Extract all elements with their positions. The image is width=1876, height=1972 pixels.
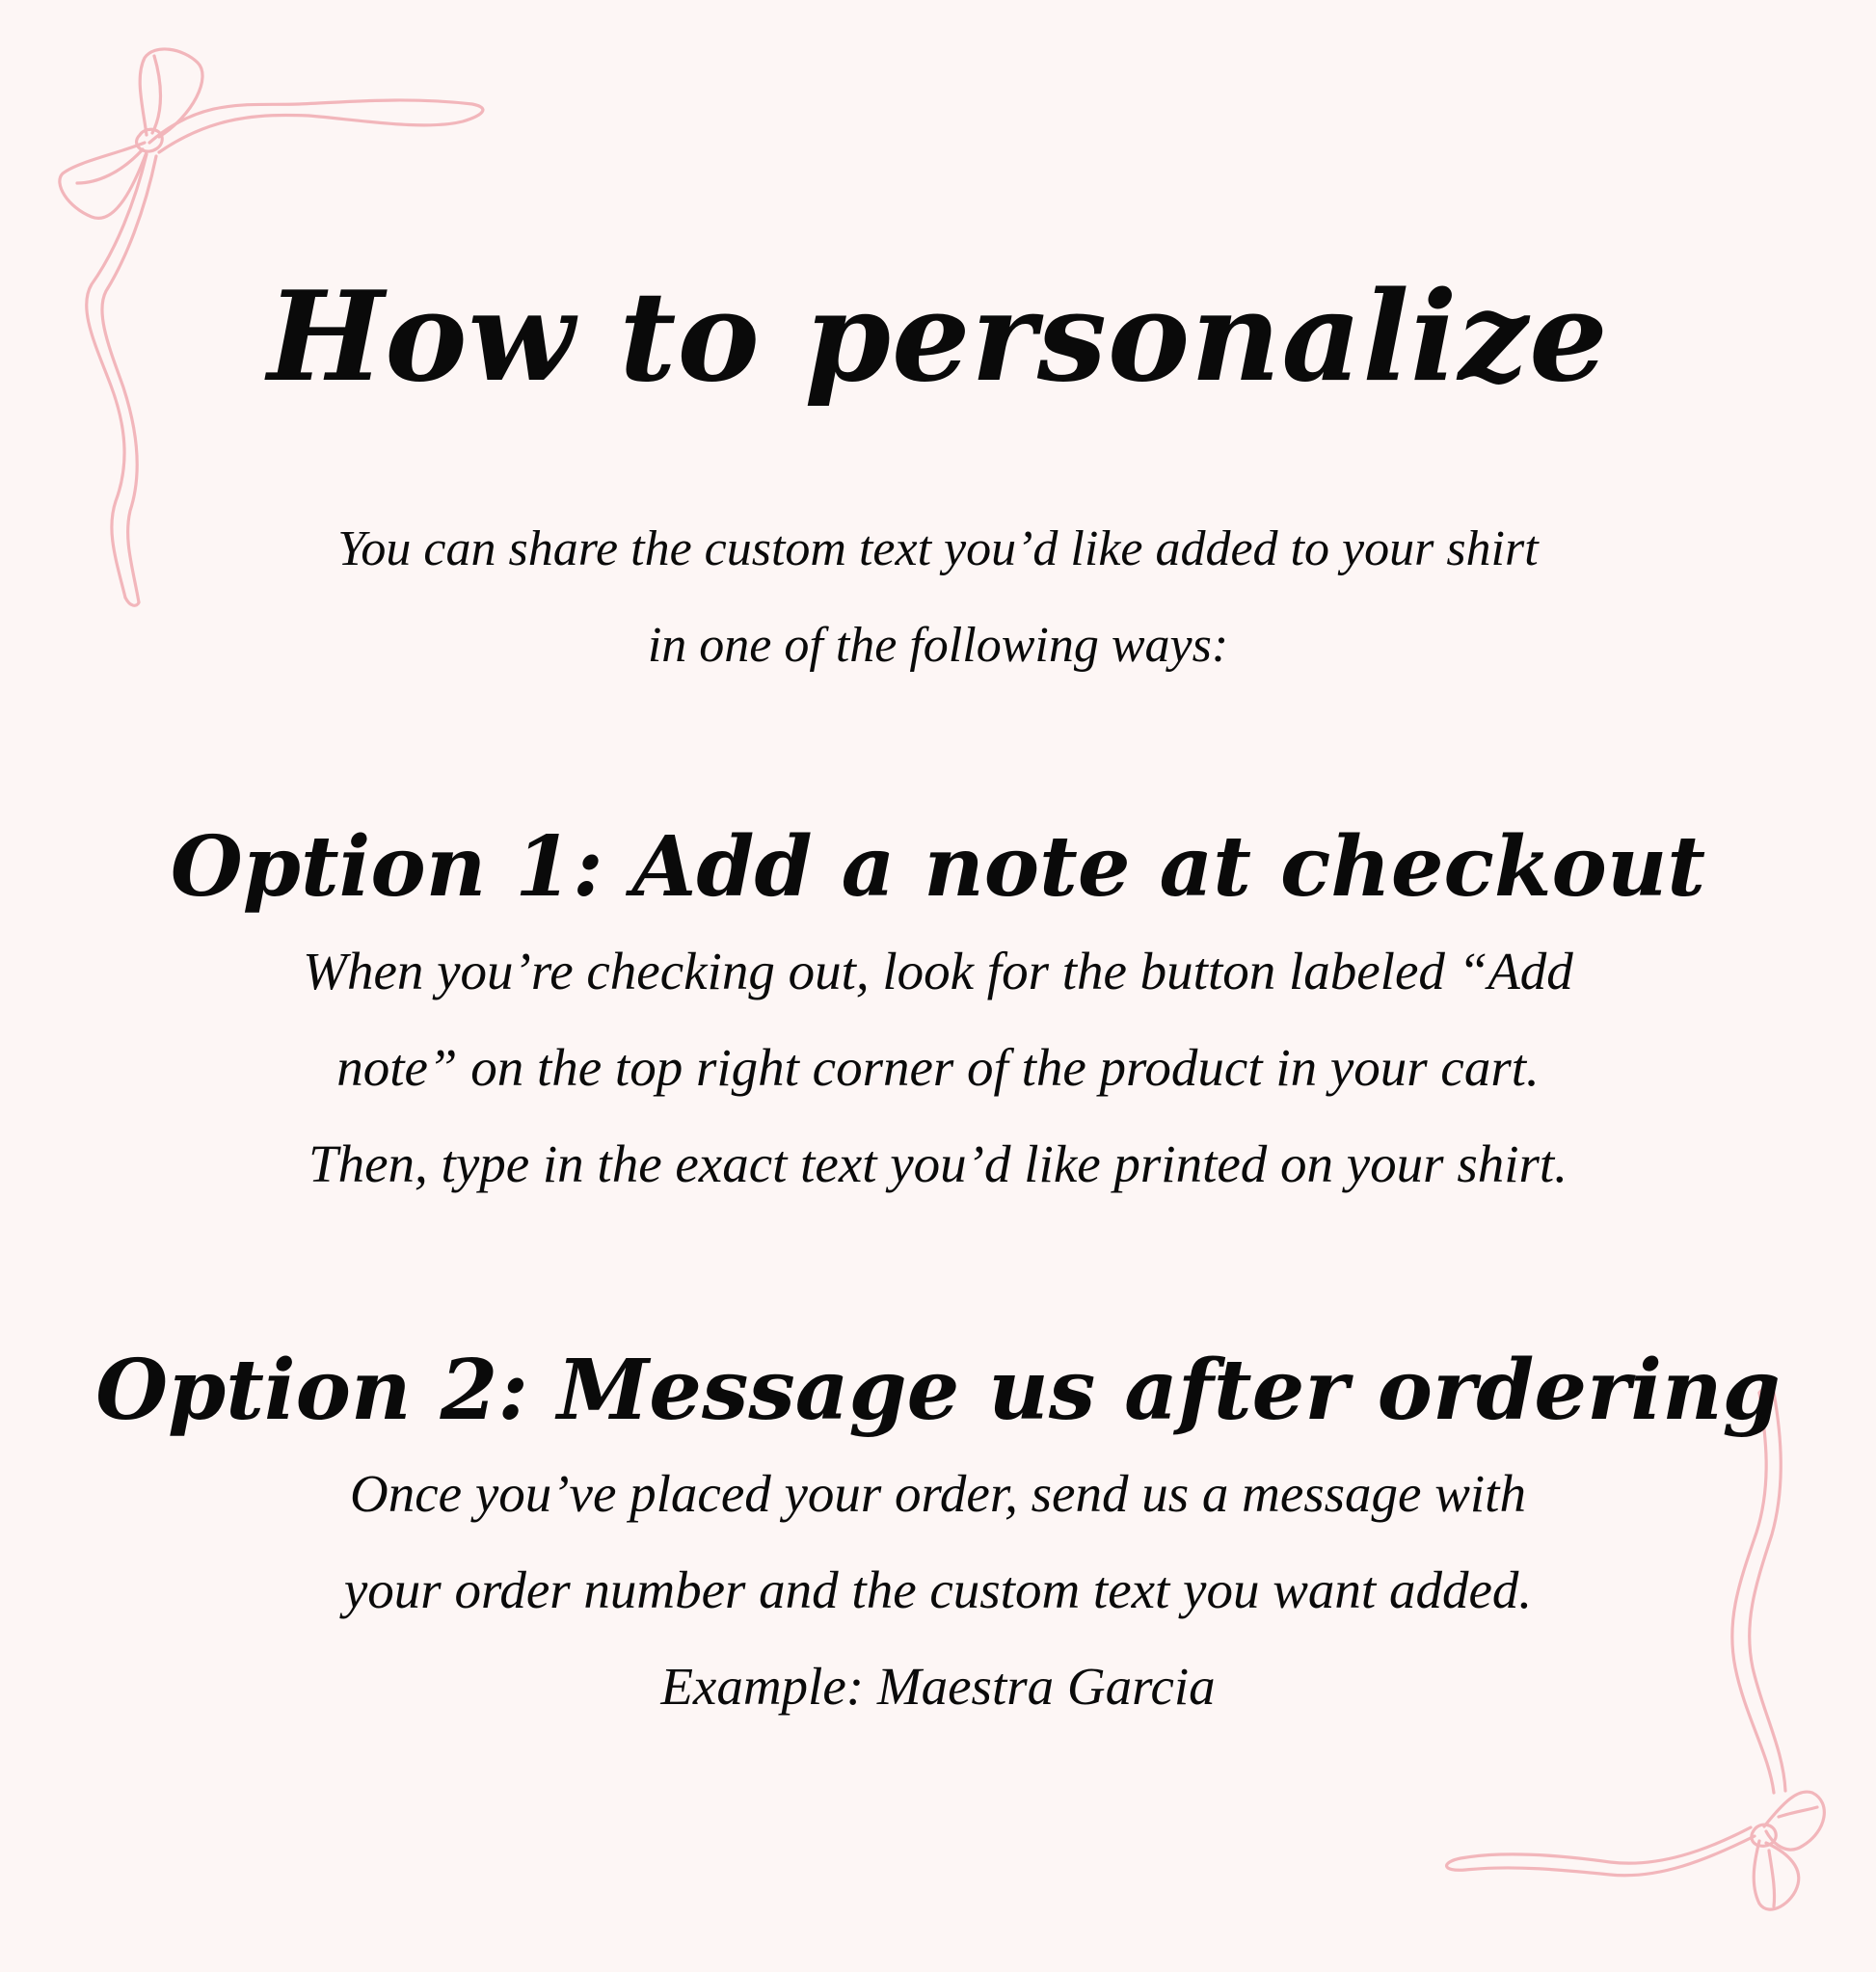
option-1-heading: Option 1: Add a note at checkout [170, 818, 1706, 916]
option-2-heading: Option 2: Message us after ordering [95, 1342, 1781, 1439]
option-1-line: note” on the top right corner of the product in your cart. [336, 1038, 1540, 1097]
intro-text [0, 501, 1876, 694]
intro-line: You can share the custom text you’d like added to your shirt [337, 521, 1539, 576]
option-2-line: Once you’ve placed your order, send us a message with [350, 1464, 1526, 1523]
page-title: How to personalize [267, 265, 1609, 410]
intro-line: in one of the following ways: [647, 618, 1229, 673]
option-1-line: When you’re checking out, look for the button labeled “Add [303, 942, 1573, 1000]
option-1-description [0, 923, 1876, 1213]
option-2-line: your order number and the custom text you want added. [343, 1560, 1533, 1619]
option-1-line: Then, type in the exact text you’d like printed on your shirt. [308, 1134, 1568, 1193]
option-2-description [0, 1446, 1876, 1735]
example-text: Example: Maestra Garcia [660, 1657, 1216, 1716]
